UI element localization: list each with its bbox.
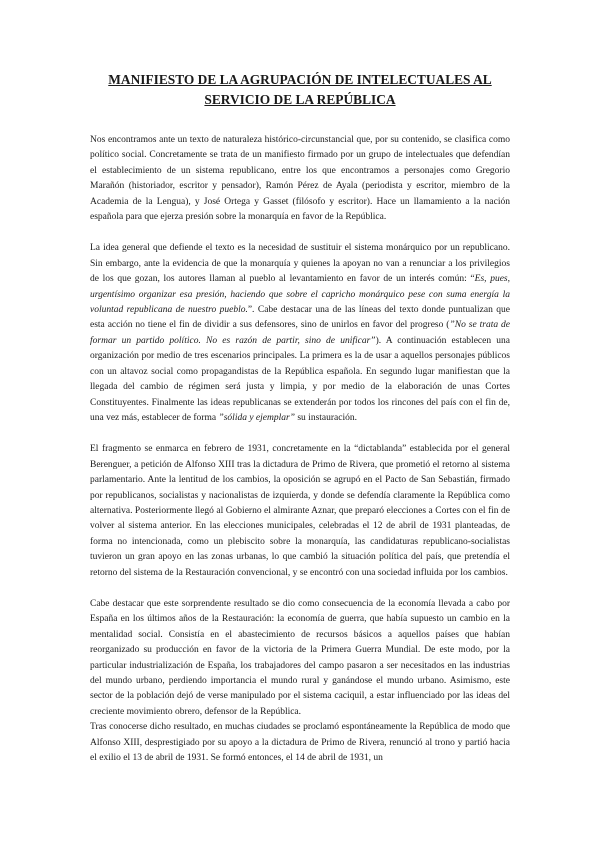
- paragraph-text: La idea general que defiende el texto es la necesidad de sustituir el sistema monárquico por un republicano. Sin embargo, ante la evidencia de que la monarquía y quienes la apoyan no van a renunciar a los privilegios de los que gozan, los autores llaman al pueblo al levantamiento en favor de un interés común: “: [90, 243, 510, 285]
- paragraph-main-idea: [90, 241, 510, 426]
- paragraph-context: El fragmento se enmarca en febrero de 1931, concretamente en la “dictablanda” establecida por el general Berenguer, a petición de Alfonso XIII tras la dictadura de Primo de Rivera, que prometió el retorno al sistema parlamentario. Ante la lentitud de los cambios, la oposición se agrupó en el Pacto de San Sebastián, firmado por republicanos, socialistas y nacionalistas de izquierda, y donde se defendía claramente la República como alternativa. Posteriormente llegó al Gobierno el almirante Aznar, que preparó elecciones a Cortes con el fin de volver al sistema anterior. En las elecciones municipales, celebradas el 12 de abril de 1931 planteadas, de forma no intencionada, como un plebiscito sobre la monarquía, las candidaturas republicano-socialistas tuvieron un gran apoyo en las zonas urbanas, lo que cambió la situación política del país, que pretendía el retorno del sistema de la Restauración convencional, y se encontró con una sociedad influida por los cambios.: [90, 444, 510, 578]
- paragraph-text: su instauración.: [294, 412, 357, 423]
- quote-urgent-pressure: Es, pues, urgentísimo organizar esa presión, haciendo que sobre el capricho monárquico pese con suma energía la voluntad republicana de nuestro pueblo.: [90, 274, 510, 316]
- paragraph-text: ”. Cabe destacar una de las líneas del texto donde puntualizan que esta acción no tiene el fin de dividir a sus defensores, sino de unirlos en favor del progreso (: [90, 305, 510, 331]
- paragraph-introduction: Nos encontramos ante un texto de naturaleza histórico-circunstancial que, por su contenido, se clasifica como político social. Concretamente se trata de un manifiesto firmado por un grupo de intelectuales que defendían el establecimiento de un sistema republicano, entre los que encontramos a personajes como Gregorio Marañón (historiador, escritor y pensador), Ramón Pérez de Ayala (periodista y escritor, miembro de la Academia de la Lengua), y José Ortega y Gasset (filósofo y escritor). Hace un llamamiento a la nación española para que ejerza presión sobre la monarquía en favor de la República.: [90, 135, 510, 223]
- document-title: MANIFIESTO DE LA AGRUPACIÓN DE INTELECTUALES AL SERVICIO DE LA REPÚBLICA: [108, 72, 492, 107]
- paragraph-republic-proclamation: Tras conocerse dicho resultado, en muchas ciudades se proclamó espontáneamente la República de modo que Alfonso XIII, desprestigiado por su apoyo a la dictadura de Primo de Rivera, renunció al trono y partió hacia el exilio el 13 de abril de 1931. Se formó entonces, el 14 de abril de 1931, un: [90, 722, 510, 764]
- paragraph-text: ). A continuación establecen una organización por medio de tres escenarios principales. La primera es la de usar a aquellos personajes públicos con un altavoz social como propagandistas de la República española. En segundo lugar manifiestan que la llegada del cambio de régimen será justa y limpia, y por medio de la elaboración de unas Cortes Constituyentes. Finalmente las ideas republicanas se extenderán por todos los rincones del país con el fin de, una vez más, establecer de forma: [90, 335, 510, 423]
- quote-solid-exemplary: ”sólida y ejemplar”: [218, 412, 295, 423]
- paragraph-economy: Cabe destacar que este sorprendente resultado se dio como consecuencia de la economía llevada a cabo por España en los últimos años de la Restauración: la economía de guerra, que había supuesto un cambio en la mentalidad social. Consistía en el abastecimiento de recursos básicos a aquellos países que habían reorganizado su producción en favor de la victoria de la Primera Guerra Mundial. De este modo, por la particular industrialización de España, los trabajadores del campo pasaron a ser necesitados en las industrias del mundo urbano, perdiendo importancia el mundo rural y ganándose el mundo urbano. Asimismo, este sector de la población dejó de verse manipulado por el sistema caciquil, a estar influenciado por las ideas del creciente movimiento obrero, defensor de la República.: [90, 598, 510, 717]
- quote-not-a-party: ”No se trata de formar un partido político. No es razón de partir, sino de unificar”: [90, 320, 510, 346]
